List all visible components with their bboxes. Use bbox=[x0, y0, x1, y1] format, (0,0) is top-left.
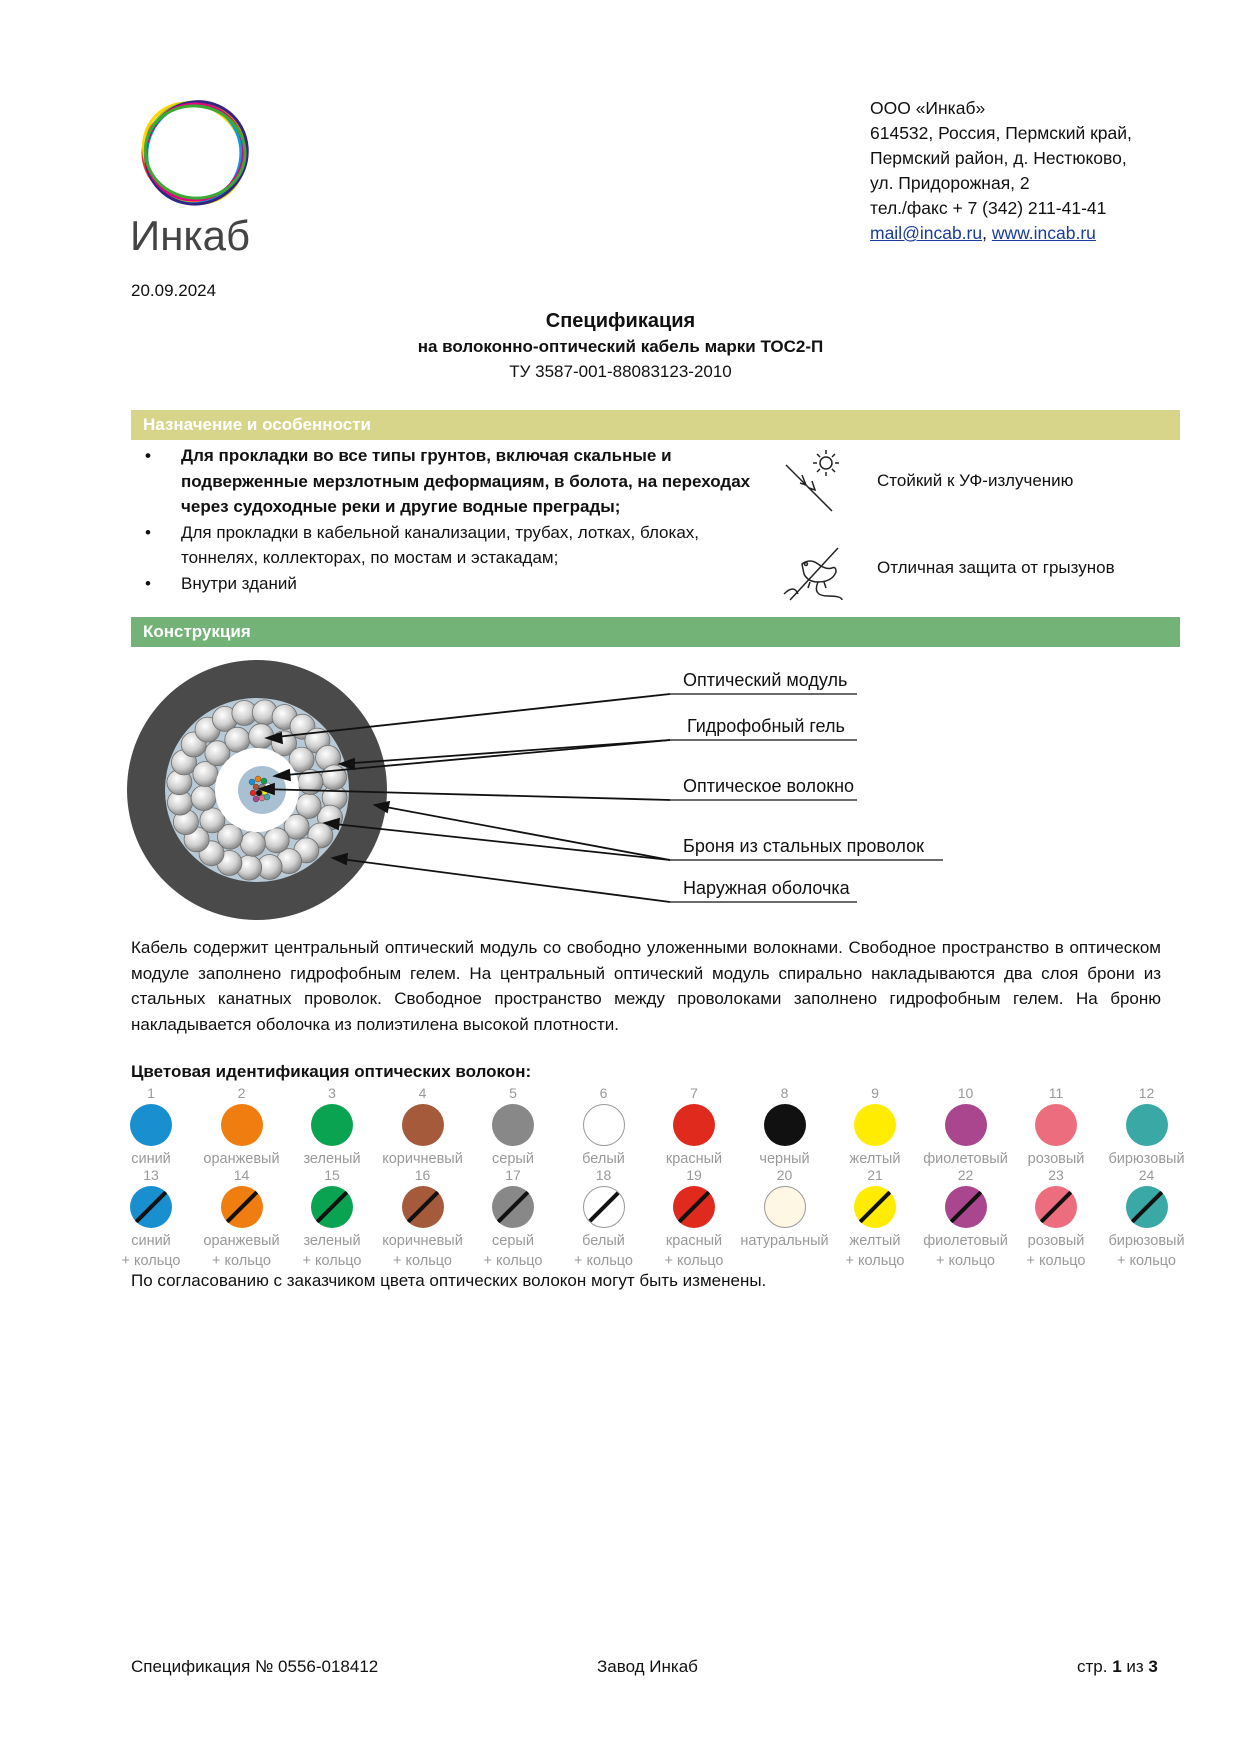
fiber-color-item bbox=[1099, 1085, 1195, 1169]
fiber-number: 18 bbox=[595, 1167, 612, 1183]
fiber-color-suffix: + кольцо bbox=[664, 1253, 724, 1269]
ring-mark bbox=[854, 1186, 895, 1227]
fiber-color-name: оранжевый bbox=[203, 1233, 280, 1249]
list-item bbox=[145, 443, 765, 520]
fiber-color-suffix: + кольцо bbox=[1117, 1253, 1176, 1269]
cable-diagram bbox=[125, 650, 955, 930]
website-link[interactable]: www.incab.ru bbox=[991, 223, 1096, 243]
fiber-number: 3 bbox=[328, 1085, 336, 1101]
list-item-text: Внутри зданий bbox=[181, 573, 297, 593]
ring-mark bbox=[673, 1186, 714, 1227]
fiber-color-name: серый bbox=[492, 1233, 534, 1249]
fiber-color-name: белый bbox=[582, 1151, 625, 1167]
bullet: • bbox=[145, 446, 151, 465]
page-title: Спецификация bbox=[545, 310, 696, 332]
address-line: ул. Придорожная, 2 bbox=[870, 173, 1030, 193]
fiber-color-swatch bbox=[130, 1186, 172, 1228]
fiber-color-name: серый bbox=[492, 1151, 534, 1167]
list-item bbox=[145, 571, 765, 597]
fiber-color-item bbox=[284, 1167, 380, 1271]
fiber-color-swatch bbox=[492, 1104, 534, 1146]
fiber-color-item bbox=[918, 1085, 1014, 1169]
fiber-number: 8 bbox=[780, 1085, 789, 1101]
ring-mark bbox=[492, 1186, 533, 1227]
fiber-number: 23 bbox=[1048, 1167, 1064, 1183]
ring-mark bbox=[402, 1186, 443, 1227]
fiber-color-item bbox=[465, 1167, 561, 1271]
fiber-color-name: бирюзовый bbox=[1108, 1233, 1185, 1249]
ring-mark bbox=[130, 1186, 171, 1227]
fiber-number: 14 bbox=[233, 1167, 250, 1183]
fiber-color-item bbox=[556, 1167, 652, 1271]
fiber-color-swatch bbox=[221, 1104, 263, 1146]
fiber-color-name: фиолетовый bbox=[923, 1233, 1008, 1249]
fiber-color-swatch bbox=[764, 1186, 806, 1228]
fiber-color-swatch bbox=[673, 1186, 715, 1228]
fiber-color-name: красный bbox=[665, 1151, 723, 1167]
fiber-color-item bbox=[737, 1167, 833, 1251]
optical-fiber bbox=[250, 790, 256, 796]
label-hydrophobic-gel: Гидрофобный гель bbox=[687, 716, 845, 736]
fiber-color-swatch bbox=[1035, 1104, 1077, 1146]
fiber-color-swatch bbox=[1126, 1186, 1168, 1228]
section-heading-purpose: Назначение и особенности bbox=[131, 410, 1180, 440]
fiber-color-swatch bbox=[854, 1186, 896, 1228]
feature-uv-label: Стойкий к УФ-излучению bbox=[877, 471, 1074, 490]
fiber-color-name: зеленый bbox=[303, 1233, 361, 1249]
fiber-color-suffix: + кольцо bbox=[302, 1253, 362, 1269]
fiber-number: 10 bbox=[957, 1085, 974, 1101]
fiber-color-name: оранжевый bbox=[203, 1151, 280, 1167]
list-item-text: Для прокладки во все типы грунтов, включая скальные и подверженные мерзлотным деформациям, в болота, на переходах через судоходные реки и другие водные преграды; bbox=[181, 446, 751, 516]
fiber-color-swatch bbox=[311, 1186, 353, 1228]
fiber-number: 6 bbox=[599, 1085, 608, 1101]
color-id-title: Цветовая идентификация оптических волокон: bbox=[131, 1062, 532, 1081]
fiber-color-suffix: + кольцо bbox=[845, 1253, 905, 1269]
fiber-color-item bbox=[194, 1085, 290, 1169]
fiber-color-suffix: + кольцо bbox=[212, 1253, 271, 1269]
fiber-number: 1 bbox=[147, 1085, 155, 1101]
fiber-color-item bbox=[827, 1167, 923, 1271]
fiber-color-item bbox=[827, 1085, 923, 1169]
fiber-color-swatch bbox=[764, 1104, 806, 1146]
fiber-color-swatch bbox=[130, 1104, 172, 1146]
footer-spec-number: Спецификация № 0556-018412 bbox=[131, 1657, 379, 1676]
fiber-color-item bbox=[1099, 1167, 1195, 1271]
list-item bbox=[145, 520, 765, 571]
fiber-color-item bbox=[103, 1167, 199, 1271]
feature-rodent-label: Отличная защита от грызунов bbox=[877, 558, 1115, 577]
fiber-number: 20 bbox=[776, 1167, 793, 1183]
fiber-color-item bbox=[465, 1085, 561, 1169]
fiber-color-item bbox=[556, 1085, 652, 1169]
uv-resistance-icon bbox=[780, 447, 850, 517]
fiber-number: 17 bbox=[505, 1167, 521, 1183]
fiber-color-name: зеленый bbox=[303, 1151, 361, 1167]
optical-fiber bbox=[255, 776, 261, 782]
fiber-color-item bbox=[194, 1167, 290, 1271]
fiber-color-name: коричневый bbox=[382, 1151, 463, 1167]
address-line: 614532, Россия, Пермский край, bbox=[870, 123, 1132, 143]
construction-description: Кабель содержит центральный оптический модуль со свободно уложенными волокнами. Свободное пространство в оптическом модуле заполнено гидрофобным гелем. На центральный оптический модуль спирально накладываются два слоя брони из стальных канатных проволок. Свободное пространство между проволоками заполнено гидрофобным гелем. На броню накладывается оболочка из полиэтилена высокой плотности. bbox=[131, 938, 1161, 1034]
fiber-number: 24 bbox=[1138, 1167, 1155, 1183]
fiber-color-name: синий bbox=[131, 1151, 171, 1167]
fiber-color-item bbox=[375, 1167, 471, 1271]
fiber-number: 16 bbox=[414, 1167, 431, 1183]
ring-mark bbox=[221, 1186, 262, 1227]
fiber-color-suffix: + кольцо bbox=[121, 1253, 181, 1269]
logo-rings-icon bbox=[130, 88, 260, 218]
email-link[interactable]: mail@incab.ru bbox=[870, 223, 983, 243]
purpose-list bbox=[145, 443, 765, 596]
fiber-color-swatch bbox=[583, 1186, 625, 1228]
address-line: ООО «Инкаб» bbox=[870, 98, 986, 118]
fiber-color-item bbox=[103, 1085, 199, 1169]
bullet: • bbox=[145, 522, 151, 542]
fiber-color-name: коричневый bbox=[382, 1233, 463, 1249]
fiber-color-swatch bbox=[311, 1104, 353, 1146]
fiber-color-name: розовый bbox=[1027, 1233, 1085, 1249]
fiber-color-item bbox=[918, 1167, 1014, 1271]
steel-wire bbox=[225, 727, 250, 752]
fiber-color-name: фиолетовый bbox=[923, 1151, 1008, 1167]
fiber-color-suffix: + кольцо bbox=[393, 1253, 452, 1269]
fiber-color-item bbox=[284, 1085, 380, 1169]
fiber-number: 13 bbox=[143, 1167, 159, 1183]
bullet: • bbox=[145, 573, 151, 593]
page-current: 1 bbox=[1112, 1657, 1122, 1676]
contact-links bbox=[870, 221, 1210, 246]
document-date: 20.09.2024 bbox=[131, 281, 217, 300]
fiber-number: 15 bbox=[324, 1167, 340, 1183]
fiber-color-name: желтый bbox=[849, 1233, 901, 1249]
address-line: тел./факс + 7 (342) 211-41-41 bbox=[870, 198, 1107, 218]
ring-mark bbox=[1126, 1186, 1167, 1227]
optical-fiber bbox=[261, 778, 267, 784]
fiber-color-suffix: + кольцо bbox=[936, 1253, 995, 1269]
label-optical-fiber: Оптическое волокно bbox=[683, 776, 855, 796]
footer-page-number bbox=[1077, 1657, 1158, 1677]
fiber-color-swatch bbox=[854, 1104, 896, 1146]
ring-mark bbox=[311, 1186, 352, 1227]
steel-wire bbox=[191, 786, 216, 811]
fiber-color-swatch bbox=[673, 1104, 715, 1146]
fiber-number: 21 bbox=[867, 1167, 883, 1183]
logo-text: Инкаб bbox=[130, 212, 251, 259]
fiber-color-swatch bbox=[945, 1186, 987, 1228]
fiber-color-name: натуральный bbox=[740, 1233, 829, 1249]
label-outer-sheath: Наружная оболочка bbox=[683, 878, 850, 898]
fiber-color-suffix: + кольцо bbox=[574, 1253, 633, 1269]
fiber-number: 22 bbox=[957, 1167, 974, 1183]
fiber-color-name: синий bbox=[131, 1233, 171, 1249]
fiber-color-swatch bbox=[1035, 1186, 1077, 1228]
pointer-line bbox=[340, 740, 670, 764]
fiber-color-name: бирюзовый bbox=[1108, 1151, 1185, 1167]
fiber-color-item bbox=[1008, 1167, 1104, 1271]
steel-wire bbox=[240, 831, 265, 856]
optical-fiber bbox=[249, 779, 255, 785]
fiber-color-swatch bbox=[492, 1186, 534, 1228]
fiber-color-name: розовый bbox=[1027, 1151, 1085, 1167]
fiber-color-suffix: + кольцо bbox=[483, 1253, 543, 1269]
fiber-number: 4 bbox=[418, 1085, 427, 1101]
optical-fiber bbox=[264, 794, 270, 800]
rodent-protection-icon bbox=[780, 542, 850, 612]
section-heading-construction: Конструкция bbox=[131, 617, 1180, 647]
standard-code: ТУ 3587-001-88083123-2010 bbox=[509, 362, 732, 381]
fiber-number: 12 bbox=[1138, 1085, 1155, 1101]
ring-mark bbox=[1035, 1186, 1076, 1227]
fiber-color-swatch bbox=[402, 1186, 444, 1228]
fiber-color-item bbox=[1008, 1085, 1104, 1169]
fiber-number: 5 bbox=[509, 1085, 517, 1101]
fiber-color-suffix: + кольцо bbox=[1026, 1253, 1086, 1269]
fiber-number: 9 bbox=[871, 1085, 879, 1101]
optical-fiber bbox=[253, 796, 259, 802]
label-steel-armor: Броня из стальных проволок bbox=[683, 836, 924, 856]
pointer-line bbox=[333, 858, 670, 902]
fiber-color-item bbox=[646, 1085, 742, 1169]
company-address bbox=[870, 96, 1210, 246]
company-logo bbox=[130, 88, 260, 218]
fiber-color-swatch bbox=[945, 1104, 987, 1146]
fiber-color-item bbox=[375, 1085, 471, 1169]
steel-wire bbox=[322, 765, 347, 790]
fiber-number: 11 bbox=[1048, 1085, 1064, 1101]
page-total: 3 bbox=[1148, 1657, 1158, 1676]
fiber-color-name: красный bbox=[665, 1233, 723, 1249]
color-note: По согласованию с заказчиком цвета оптических волокон могут быть изменены. bbox=[131, 1271, 767, 1290]
list-item-text: Для прокладки в кабельной канализации, трубах, лотках, блоках, тоннелях, коллекторах, по мостам и эстакадам; bbox=[181, 522, 700, 567]
page-prefix: стр. bbox=[1077, 1657, 1113, 1676]
link-separator: , bbox=[982, 223, 992, 243]
fiber-color-swatch bbox=[1126, 1104, 1168, 1146]
fiber-color-swatch bbox=[583, 1104, 625, 1146]
fiber-color-name: желтый bbox=[849, 1151, 901, 1167]
footer-plant: Завод Инкаб bbox=[597, 1657, 698, 1676]
fiber-color-name: белый bbox=[582, 1233, 625, 1249]
fiber-color-item bbox=[737, 1085, 833, 1169]
steel-wire bbox=[264, 828, 289, 853]
fiber-number: 19 bbox=[686, 1167, 702, 1183]
address-line: Пермский район, д. Нестюково, bbox=[870, 148, 1127, 168]
ring-mark bbox=[945, 1186, 986, 1227]
page-subtitle: на волоконно-оптический кабель марки ТОС2-П bbox=[417, 337, 824, 356]
fiber-color-name: черный bbox=[759, 1151, 810, 1167]
fiber-number: 2 bbox=[237, 1085, 246, 1101]
fiber-number: 7 bbox=[690, 1085, 698, 1101]
ring-mark bbox=[583, 1186, 624, 1227]
page-mid: из bbox=[1121, 1657, 1149, 1676]
fiber-color-swatch bbox=[402, 1104, 444, 1146]
fiber-color-item bbox=[646, 1167, 742, 1271]
label-optical-module: Оптический модуль bbox=[683, 670, 848, 690]
fiber-color-swatch bbox=[221, 1186, 263, 1228]
